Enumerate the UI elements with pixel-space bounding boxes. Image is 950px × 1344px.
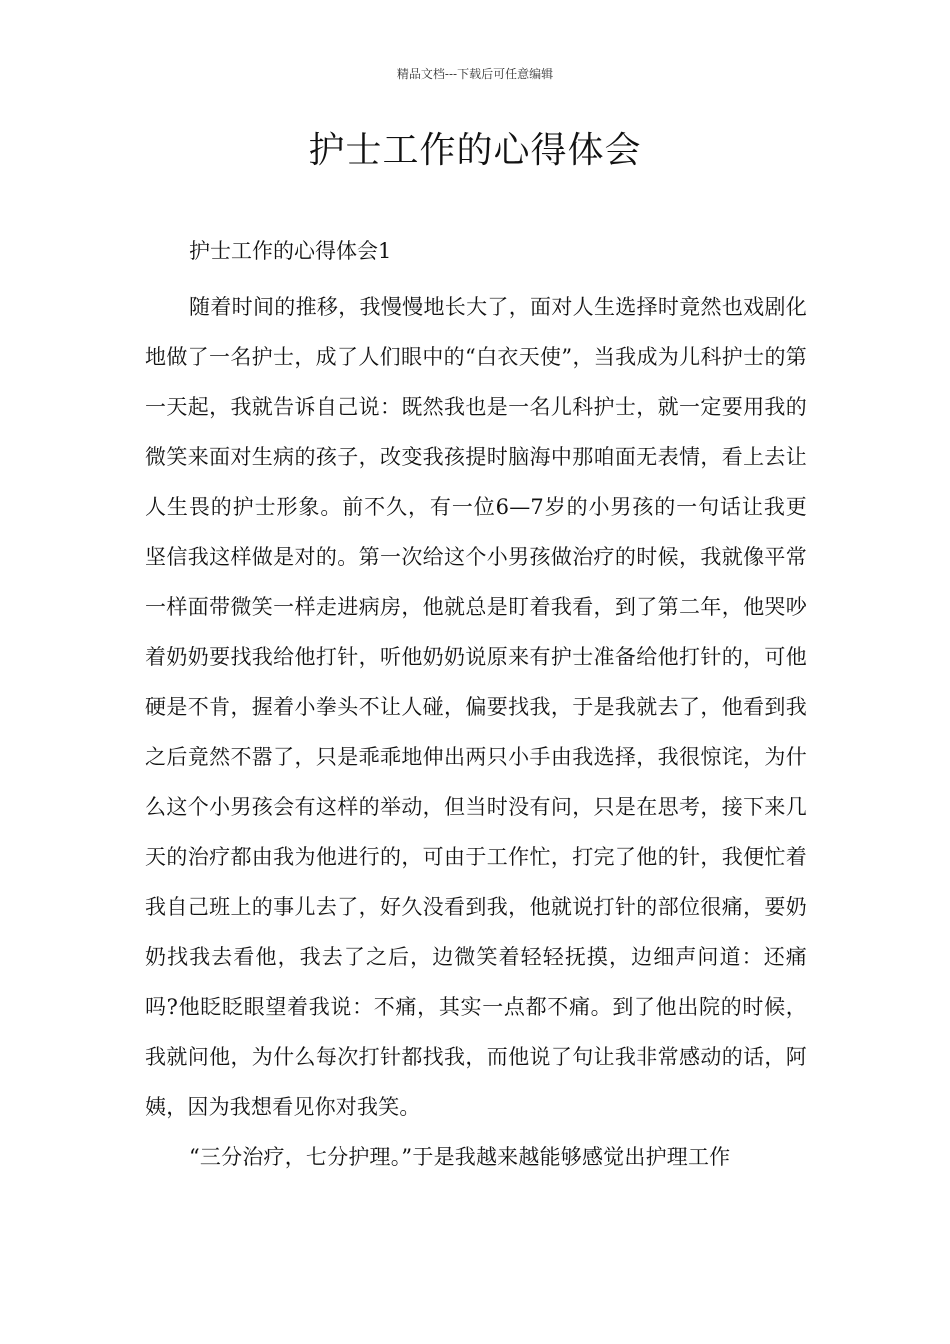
body-paragraph: “三分治疗，七分护理。”于是我越来越能够感觉出护理工作 — [189, 1145, 731, 1169]
document-body — [145, 232, 807, 1182]
document-title: 护士工作的心得体会 — [308, 130, 642, 171]
section-heading: 护士工作的心得体会1 — [189, 239, 392, 263]
header-note: 精品文档---下载后可任意编辑 — [396, 67, 554, 81]
body-paragraph: 随着时间的推移，我慢慢地长大了，面对人生选择时竟然也戏剧化地做了一名护士，成了人们眼中的“白衣天使”，当我成为儿科护士的第一天起，我就告诉自己说：既然我也是一名儿科护士，就一定要用我的微笑来面对生病的孩子，改变我孩提时脑海中那咱面无表情，看上去让人生畏的护士形象。前不久，有一位6—7岁的小男孩的一句话让我更坚信我这样做是对的。第一次给这个小男孩做治疗的时候，我就像平常一样面带微笑一样走进病房，他就总是盯着我看，到了第二年，他哭吵着奶奶要找我给他打针，听他奶奶说原来有护士准备给他打针的，可他硬是不肯，握着小拳头不让人碰，偏要找我，于是我就去了，他看到我之后竟然不嚣了，只是乖乖地伸出两只小手由我选择，我很惊诧，为什么这个小男孩会有这样的举动，但当时没有问，只是在思考，接下来几天的治疗都由我为他进行的，可由于工作忙，打完了他的针，我便忙着我自己班上的事儿去了，好久没看到我，他就说打针的部位很痛，要奶奶找我去看他，我去了之后，边微笑着轻轻抚摸，边细声问道：还痛吗?他眨眨眼望着我说：不痛，其实一点都不痛。到了他出院的时候，我就问他，为什么每次打针都找我，而他说了句让我非常感动的话，阿姨，因为我想看见你对我笑。 — [145, 295, 807, 1119]
